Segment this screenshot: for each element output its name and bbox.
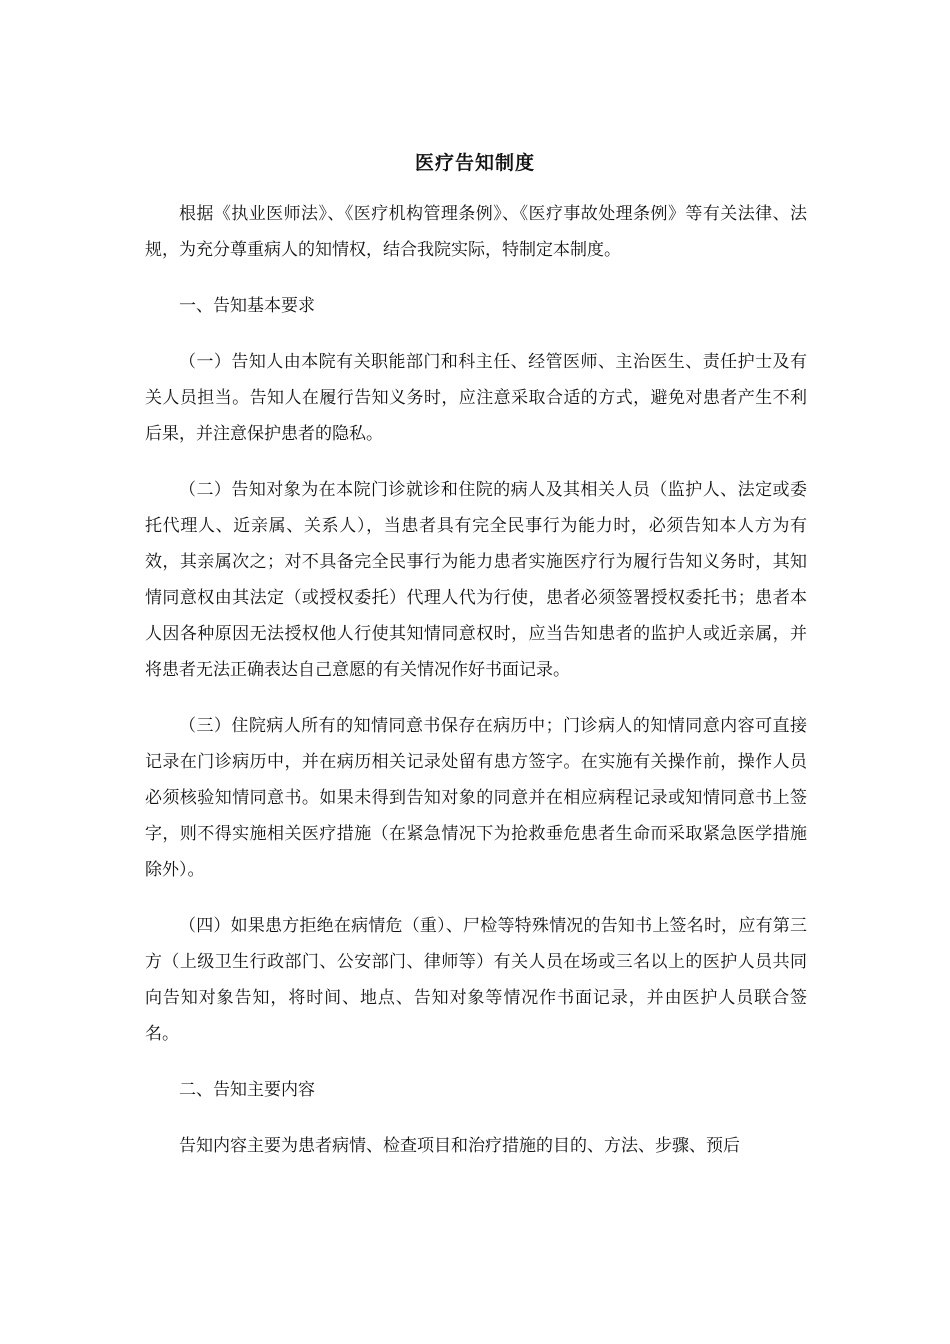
clause-1-paragraph: （一）告知人由本院有关职能部门和科主任、经管医师、主治医生、责任护士及有关人员担当。告知人在履行告知义务时，应注意采取合适的方式，避免对患者产生不利后果，并注意保护患者的隐私。 (145, 352, 807, 444)
section-heading-basic-requirements: 一、告知基本要求 (179, 296, 315, 316)
clause-3-paragraph: （三）住院病人所有的知情同意书保存在病历中；门诊病人的知情同意内容可直接记录在门诊病历中，并在病历相关记录处留有患方签字。在实施有关操作前，操作人员必须核验知情同意书。如果未得到告知对象的同意并在相应病程记录或知情同意书上签字，则不得实施相关医疗措施（在紧急情况下为抢救垂危患者生命而采取紧急医学措施除外）。 (145, 716, 807, 880)
content-paragraph: 告知内容主要为患者病情、检查项目和治疗措施的目的、方法、步骤、预后 (179, 1136, 740, 1156)
document-title: 医疗告知制度 (414, 152, 535, 174)
section-heading-main-content: 二、告知主要内容 (179, 1080, 315, 1100)
clause-2-paragraph: （二）告知对象为在本院门诊就诊和住院的病人及其相关人员（监护人、法定或委托代理人、近亲属、关系人），当患者具有完全民事行为能力时，必须告知本人方为有效，其亲属次之；对不具备完全民事行为能力患者实施医疗行为履行告知义务时，其知情同意权由其法定（或授权委托）代理人代为行使，患者必须签署授权委托书；患者本人因各种原因无法授权他人行使其知情同意权时，应当告知患者的监护人或近亲属，并将患者无法正确表达自己意愿的有关情况作好书面记录。 (145, 480, 807, 680)
clause-4-paragraph: （四）如果患方拒绝在病情危（重）、尸检等特殊情况的告知书上签名时，应有第三方（上级卫生行政部门、公安部门、律师等）有关人员在场或三名以上的医护人员共同向告知对象告知，将时间、地点、告知对象等情况作书面记录，并由医护人员联合签名。 (145, 916, 807, 1044)
document-body (145, 196, 807, 1184)
intro-paragraph: 根据《执业医师法》、《医疗机构管理条例》、《医疗事故处理条例》等有关法律、法规，为充分尊重病人的知情权，结合我院实际，特制定本制度。 (145, 204, 807, 260)
